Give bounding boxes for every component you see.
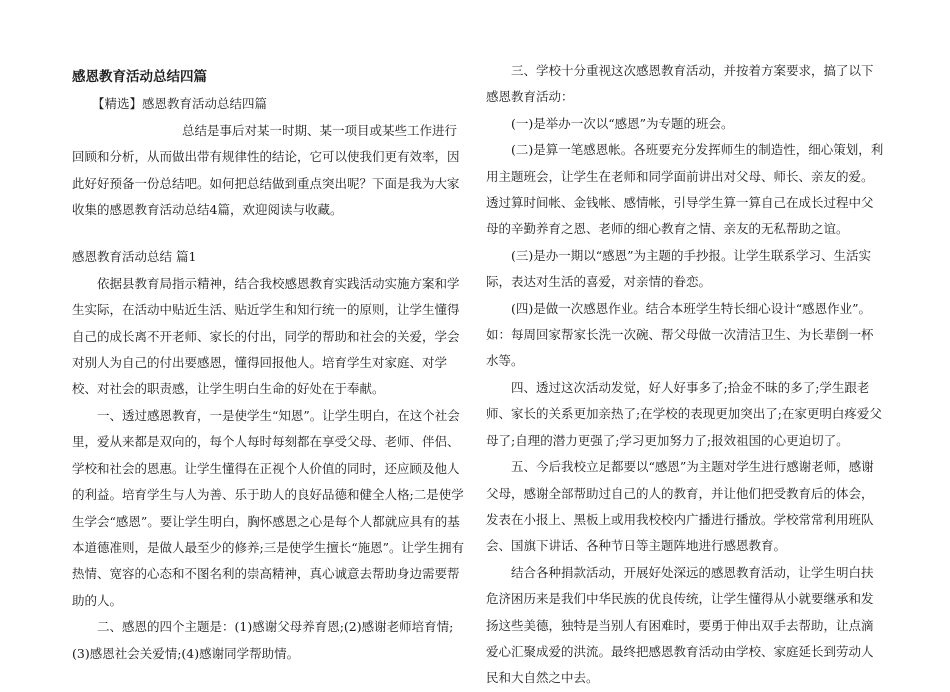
body-paragraph: 三、学校十分重视这次感恩教育活动，并按着方案要求，搞了以下感恩教育活动：: [486, 63, 874, 105]
body-paragraph: (四)是做一次感恩作业。结合本班学生特长细心设计“感恩作业”。如：每周回家帮家长洗一次碗、帮父母做一次清洁卫生、为长辈倒一杯水等。: [486, 300, 874, 369]
right-column: [486, 58, 884, 692]
body-paragraph: 结合各种捐款活动，开展好处深远的感恩教育活动，让学生明白扶危济困历来是我们中华民族的优良传统，让学生懂得从小就要继承和发扬这些美德，独特是当别人有困难时，要勇于伸出双手去帮助，让点滴爱心汇聚成爱的洪流。最终把感恩教育活动由学校、家庭延长到劳动人民和大自然之中去。: [486, 564, 874, 686]
body-paragraph: (二)是算一笔感恩帐。各班要充分发挥师生的制造性，细心策划，利用主题班会，让学生在老师和同学面前讲出对父母、师长、亲友的爱。透过算时间帐、金钱帐、感情帐，引导学生算一算自己在成长过程中父母的辛勤养育之恩、老师的细心教育之情、亲友的无私帮助之谊。: [486, 142, 884, 237]
paragraph-gap: [72, 223, 468, 243]
body-paragraph: (三)是办一期以“感恩”为主题的手抄报。让学生联系学习、生活实际，表达对生活的喜爱，对亲情的眷恋。: [486, 247, 872, 290]
left-column: [72, 58, 468, 667]
intro-paragraph: 总结是事后对某一时期、某一项目或某些工作进行回顾和分析，从而做出带有规律性的结论，它可以使我们更有效率，因此好好预备一份总结吧。如何把总结做到重点突出呢？下面是我为大家收集的感恩教育活动总结4篇，欢迎阅读与收藏。: [72, 122, 460, 218]
document-title: 感恩教育活动总结四篇: [72, 69, 207, 85]
document-subtitle: 【精选】感恩教育活动总结四篇: [92, 96, 268, 112]
body-paragraph: 二、感恩的四个主题是：(1)感谢父母养育恩;(2)感谢老师培育情;(3)感恩社会关爱情;(4)感谢同学帮助情。: [72, 619, 454, 661]
body-paragraph: 四、透过这次活动发觉，好人好事多了;拾金不昧的多了;学生跟老师、家长的关系更加亲热了;在学校的表现更加突出了;在家更明白疼爱父母了;自理的潜力更强了;学习更加努力了;报效祖国的心更迫切了。: [486, 379, 882, 448]
body-paragraph: 依据县教育局指示精神，结合我校感恩教育实践活动实施方案和学生实际，在活动中贴近生活、贴近学生和知行统一的原则，让学生懂得自己的成长离不开老师、家长的付出，同学的帮助和社会的关爱，学会对别人为自己的付出要感恩，懂得回报他人。培育学生对家庭、对学校、对社会的职责感，让学生明白生命的好处在于奉献。: [72, 275, 460, 397]
section-title: 感恩教育活动总结 篇1: [72, 249, 197, 265]
body-paragraph: 一、透过感恩教育，一是使学生“知恩”。让学生明白，在这个社会里，爱从来都是双向的，每个人每时每刻都在享受父母、老师、伴侣、学校和社会的恩惠。让学生懂得在正视个人价值的同时，还应顾及他人的利益。培育学生与人为善、乐于助人的良好品德和健全人格;二是使学生学会“感恩”。要让学生明白，胸怀感恩之心是每个人都就应具有的基本道德准则，是做人最至少的修养;三是使学生擅长“施恩”。让学生拥有热情、宽容的心态和不图名利的崇高精神，真心诚意去帮助身边需要帮助的人。: [72, 407, 464, 608]
body-paragraph: 五、今后我校立足都要以“感恩”为主题对学生进行感谢老师，感谢父母，感谢全部帮助过自己的人的教育，并让他们把受教育后的体会，发表在小报上、黑板上或用我校校内广播进行播放。学校常常利用班队会、国旗下讲话、各种节日等主题阵地进行感恩教育。: [486, 459, 874, 554]
body-paragraph: (一)是举办一次以“感恩”为专题的班会。: [511, 115, 734, 131]
